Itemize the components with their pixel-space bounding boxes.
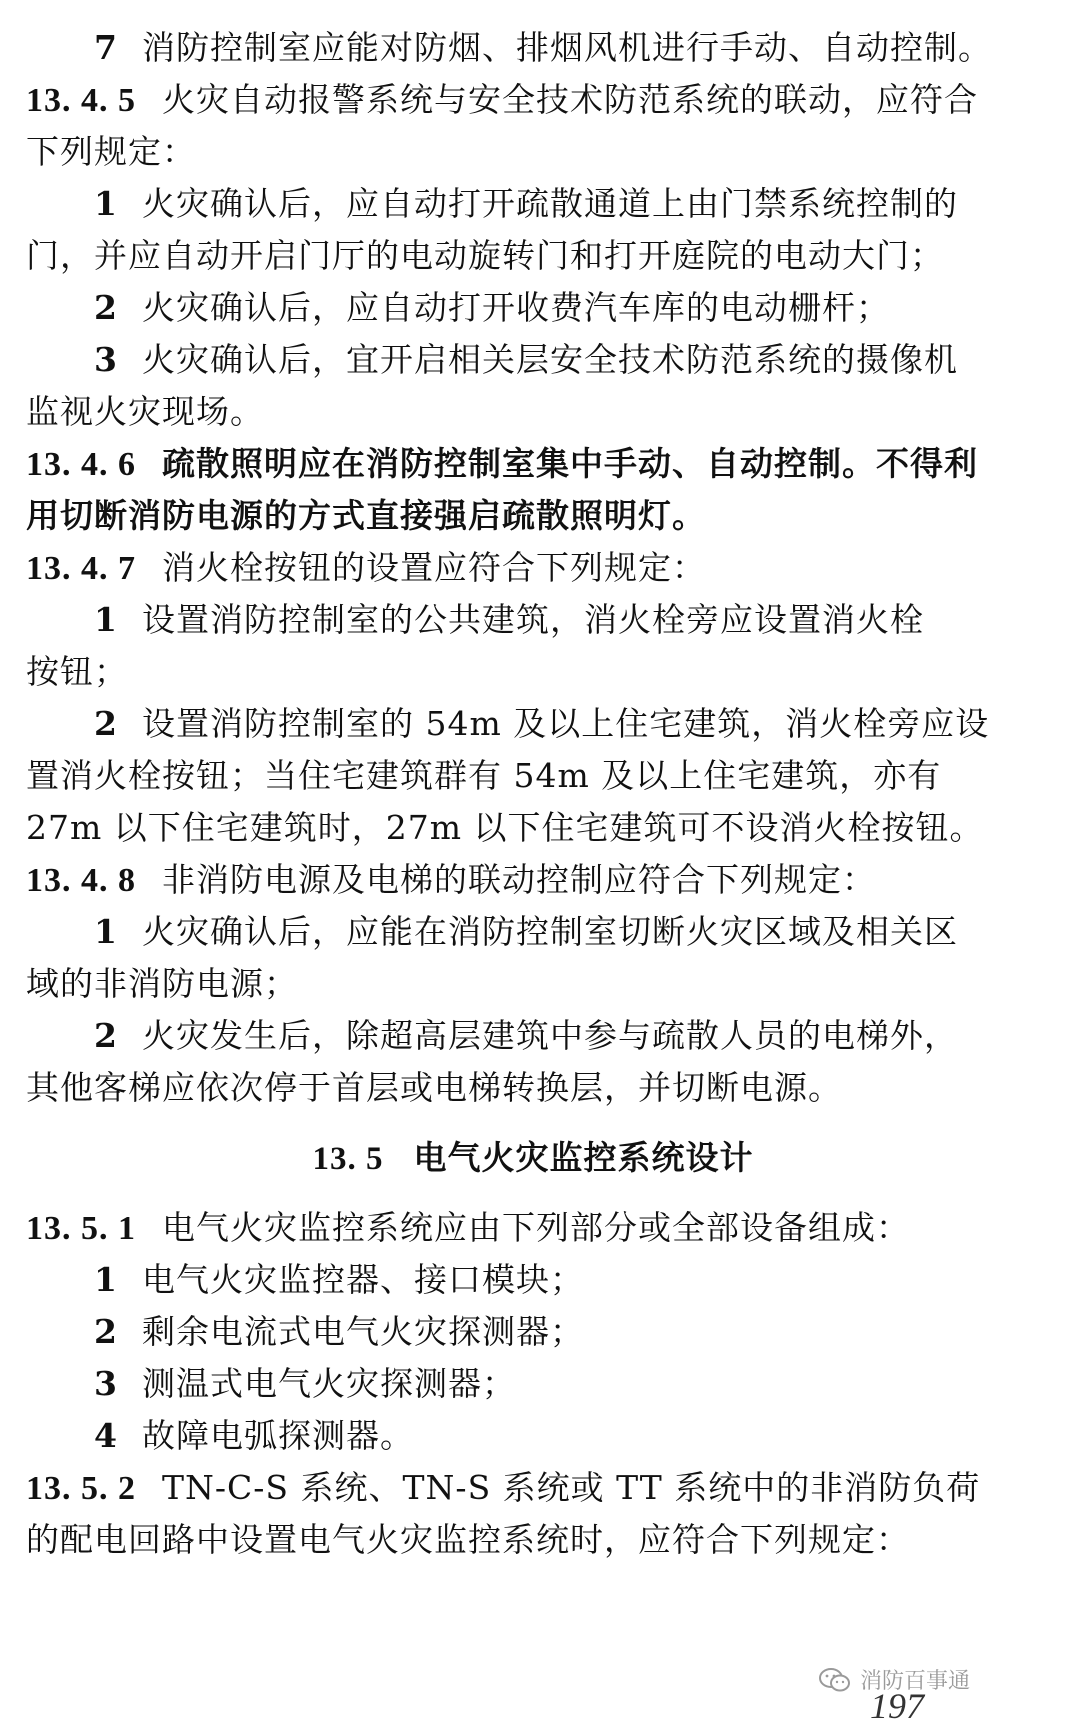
- list-item: [26, 1410, 1040, 1462]
- line-text: 的配电回路中设置电气火灾监控系统时，应符合下列规定：: [26, 1520, 910, 1559]
- clause-line: [26, 438, 1040, 490]
- item-number: 1: [94, 184, 118, 223]
- item-text: 测温式电气火灾探测器；: [141, 1364, 516, 1403]
- continuation-line: [26, 1514, 1040, 1566]
- item-number: 1: [94, 912, 118, 951]
- clause-text: 非消防电源及电梯的联动控制应符合下列规定：: [162, 860, 876, 899]
- section-number: 13. 5: [312, 1141, 384, 1177]
- section-title: 电气火灾监控系统设计: [413, 1138, 754, 1177]
- section-heading: [26, 1132, 1040, 1184]
- item-text: 火灾确认后，宜开启相关层安全技术防范系统的摄像机: [141, 340, 958, 379]
- item-number: 3: [94, 1364, 118, 1403]
- continuation-line: [26, 750, 1040, 802]
- line-text: 用切断消防电源的方式直接强启疏散照明灯。: [26, 496, 706, 535]
- line-text: 监视火灾现场。: [26, 392, 264, 431]
- item-number: 7: [94, 28, 118, 67]
- clause-line: [26, 854, 1040, 906]
- text-block-13-4: [26, 22, 1040, 1114]
- item-number: 1: [94, 1260, 118, 1299]
- continuation-line: [26, 802, 1040, 854]
- item-number: 4: [94, 1416, 118, 1455]
- list-item: [26, 22, 1040, 74]
- page-number: 197: [870, 1686, 924, 1726]
- clause-line: [26, 74, 1040, 126]
- line-text: 27m 以下住宅建筑时，27m 以下住宅建筑可不设消火栓按钮。: [26, 808, 984, 847]
- clause-number: 13. 5. 1: [26, 1210, 136, 1247]
- clause-number: 13. 4. 7: [26, 550, 136, 587]
- clause-text: 火灾自动报警系统与安全技术防范系统的联动，应符合: [162, 80, 978, 119]
- continuation-line: [26, 958, 1040, 1010]
- continuation-line: [26, 126, 1040, 178]
- item-number: 3: [94, 340, 118, 379]
- line-text: 门，并应自动开启门厅的电动旋转门和打开庭院的电动大门；: [26, 236, 944, 275]
- list-item: [26, 906, 1040, 958]
- clause-line: [26, 542, 1040, 594]
- item-text: 电气火灾监控器、接口模块；: [141, 1260, 584, 1299]
- clause-text: 消火栓按钮的设置应符合下列规定：: [162, 548, 706, 587]
- item-text: 火灾确认后，应自动打开收费汽车库的电动栅杆；: [141, 288, 890, 327]
- line-text: 其他客梯应依次停于首层或电梯转换层，并切断电源。: [26, 1068, 842, 1107]
- line-text: 下列规定：: [26, 132, 196, 171]
- item-number: 2: [94, 1016, 118, 1055]
- line-text: 域的非消防电源；: [26, 964, 298, 1003]
- clause-number: 13. 4. 6: [26, 446, 136, 483]
- item-number: 2: [94, 1312, 118, 1351]
- line-text: 置消火栓按钮；当住宅建筑群有 54m 及以上住宅建筑，亦有: [26, 756, 942, 795]
- text-block-13-5: [26, 1202, 1040, 1566]
- item-text: 消防控制室应能对防烟、排烟风机进行手动、自动控制。: [141, 28, 992, 67]
- continuation-line: [26, 646, 1040, 698]
- list-item: [26, 594, 1040, 646]
- clause-line: [26, 1462, 1040, 1514]
- list-item: [26, 178, 1040, 230]
- clause-number: 13. 5. 2: [26, 1470, 136, 1507]
- clause-number: 13. 4. 8: [26, 862, 136, 899]
- item-text: 故障电弧探测器。: [141, 1416, 414, 1455]
- list-item: [26, 1010, 1040, 1062]
- list-item: [26, 334, 1040, 386]
- item-text: 火灾发生后，除超高层建筑中参与疏散人员的电梯外，: [141, 1016, 958, 1055]
- item-text: 设置消防控制室的 54m 及以上住宅建筑，消火栓旁应设: [141, 704, 990, 743]
- continuation-line: [26, 490, 1040, 542]
- clause-line: [26, 1202, 1040, 1254]
- continuation-line: [26, 386, 1040, 438]
- item-number: 2: [94, 288, 118, 327]
- continuation-line: [26, 230, 1040, 282]
- item-text: 火灾确认后，应自动打开疏散通道上由门禁系统控制的: [141, 184, 958, 223]
- clause-text: 疏散照明应在消防控制室集中手动、自动控制。不得利: [162, 444, 978, 483]
- item-number: 2: [94, 704, 118, 743]
- clause-text: TN-C-S 系统、TN-S 系统或 TT 系统中的非消防负荷: [162, 1468, 981, 1507]
- item-text: 设置消防控制室的公共建筑，消火栓旁应设置消火栓: [141, 600, 924, 639]
- item-number: 1: [94, 600, 118, 639]
- list-item: [26, 1306, 1040, 1358]
- list-item: [26, 1358, 1040, 1410]
- list-item: [26, 698, 1040, 750]
- item-text: 剩余电流式电气火灾探测器；: [141, 1312, 584, 1351]
- clause-number: 13. 4. 5: [26, 82, 136, 119]
- wechat-icon: [818, 1667, 852, 1693]
- clause-text: 电气火灾监控系统应由下列部分或全部设备组成：: [162, 1208, 910, 1247]
- watermark-text: 消防百事通: [859, 1669, 970, 1694]
- list-item: [26, 1254, 1040, 1306]
- list-item: [26, 282, 1040, 334]
- line-text: 按钮；: [26, 652, 128, 691]
- item-text: 火灾确认后，应能在消防控制室切断火灾区域及相关区: [141, 912, 958, 951]
- continuation-line: [26, 1062, 1040, 1114]
